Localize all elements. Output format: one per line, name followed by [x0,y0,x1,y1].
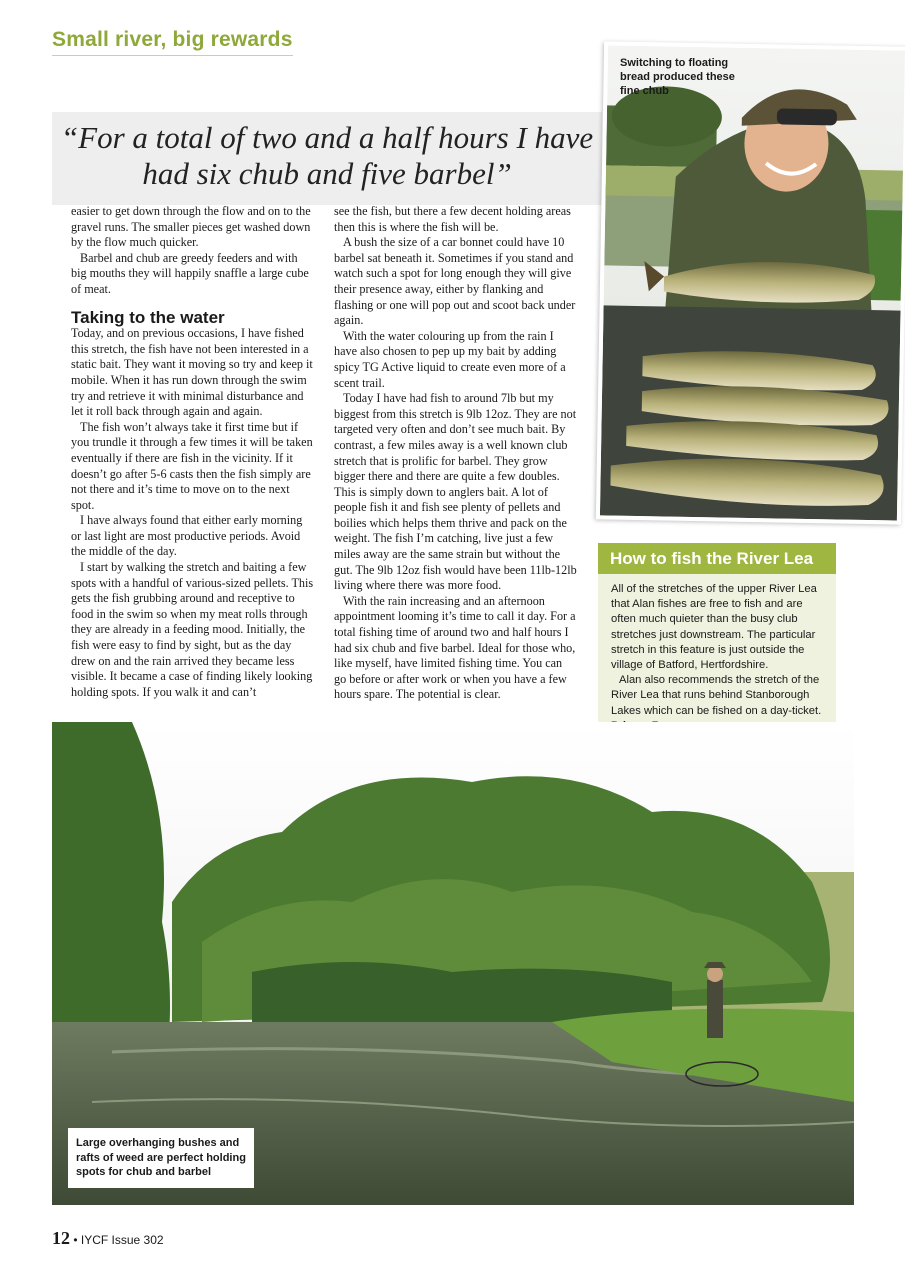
sidebar-box [598,543,836,739]
article-paragraph: Barbel and chub are greedy feeders and with big mouths they will happily snaffle a large cube of meat. [71,250,309,296]
pull-quote: “For a total of two and a half hours I have had six chub and five barbel” [60,120,594,191]
page-number: 12 [52,1228,70,1248]
sidebar-body [598,574,836,734]
photo-caption-bottom: Large overhanging bushes and rafts of weed are perfect holding spots for chub and barbel [68,1128,254,1188]
sidebar-title: How to fish the River Lea [598,543,836,574]
publication-issue: IYCF Issue 302 [80,1233,164,1247]
page-footer [52,1228,164,1249]
angler-chub-illustration [600,45,905,520]
article-paragraph: I start by walking the stretch and baiting a few spots with a handful of various-sized pellets. This gets the fish grubbing around and receptive to food in the swim so when my meat rolls through they are already in a feeding mood. Initially, the fish were easy to find by sight, but as the day drew on and the rain arrived they became less visible. It became a case of finding likely looking holding spots. If you walk it and can’t [71,560,314,699]
article-paragraph: Today, and on previous occasions, I have fished this stretch, the fish have not been interested in a static bait. They want it moving so try and keep it mobile. When it has run down through the swim try and retrieve it with minimal disturbance and let it roll back through again and again. [71,326,313,419]
article-paragraph: Today I have had fish to around 7lb but my biggest from this stretch is 9lb 12oz. They are not targeted very often and don’t see much bait. By contrast, a few miles away is a well known club stretch that is prolific for barbel. They grow bigger there and there are quite a few doubles. This is simply down to anglers bait. A lot of people fish it and fish see plenty of pellets and boilies which helps them thrive and pack on the weight. The fish I’m catching, live just a few miles away are the same strain but without the gut. The 9lb 12oz fish would have been 11lb-12lb living where there was more food. [334,391,577,593]
article-subheading: Taking to the water [71,307,225,327]
article-paragraph: With the rain increasing and an afternoon appointment looming it’s time to call it day. For a total fishing time of around two and half hours I had six chub and five barbel. Ideal for those who, like myself, have limited fishing time. You can go before or after work or when you have a few hours spare. The potential is clear. [334,593,576,702]
sidebar-paragraph: Alan also recommends the stretch of the River Lea that runs behind Stanborough Lakes which can be fished on a day-ticket. [611,674,822,717]
footer-separator: • [70,1233,81,1247]
article-paragraph: I have always found that either early morning or last light are most productive periods. Avoid the middle of the day. [71,513,303,559]
article-paragraph: The fish won’t always take it first time but if you trundle it through a few times it will be taken eventually if there are fish in the vicinity. If it doesn’t go after 5-6 casts then the fish simply are not there and it’s time to move on to the next spot. [71,419,313,512]
article-paragraph: easier to get down through the flow and on to the gravel runs. The smaller pieces get washed down by the flow much quicker. [71,204,311,250]
section-title: Small river, big rewards [52,28,293,56]
article-paragraph: With the water colouring up from the rain I have also chosen to pep up my bait by adding spicy TG Active liquid to create even more of a scent trail. [334,328,566,390]
article-paragraph: A bush the size of a car bonnet could have 10 barbel sat beneath it. Sometimes if you stand and watch such a spot for long enough they will give their presence away, either by flanking and flashing or one will pop out and scoot back under again. [334,235,576,328]
sidebar-paragraph: All of the stretches of the upper River Lea that Alan fishes are free to fish and are often much quieter than the busy club stretches just downstream. The particular stretch in this feature is just outside the village of Batford, Hertfordshire. [611,583,817,672]
article-column-left [71,204,314,700]
article-column-right [334,204,577,703]
article-paragraph: see the fish, but there a few decent holding areas then this is where the fish will be. [334,204,571,234]
angler-chub-photo [596,41,905,524]
photo-caption-top: Switching to floating bread produced these fine chub [620,57,735,97]
